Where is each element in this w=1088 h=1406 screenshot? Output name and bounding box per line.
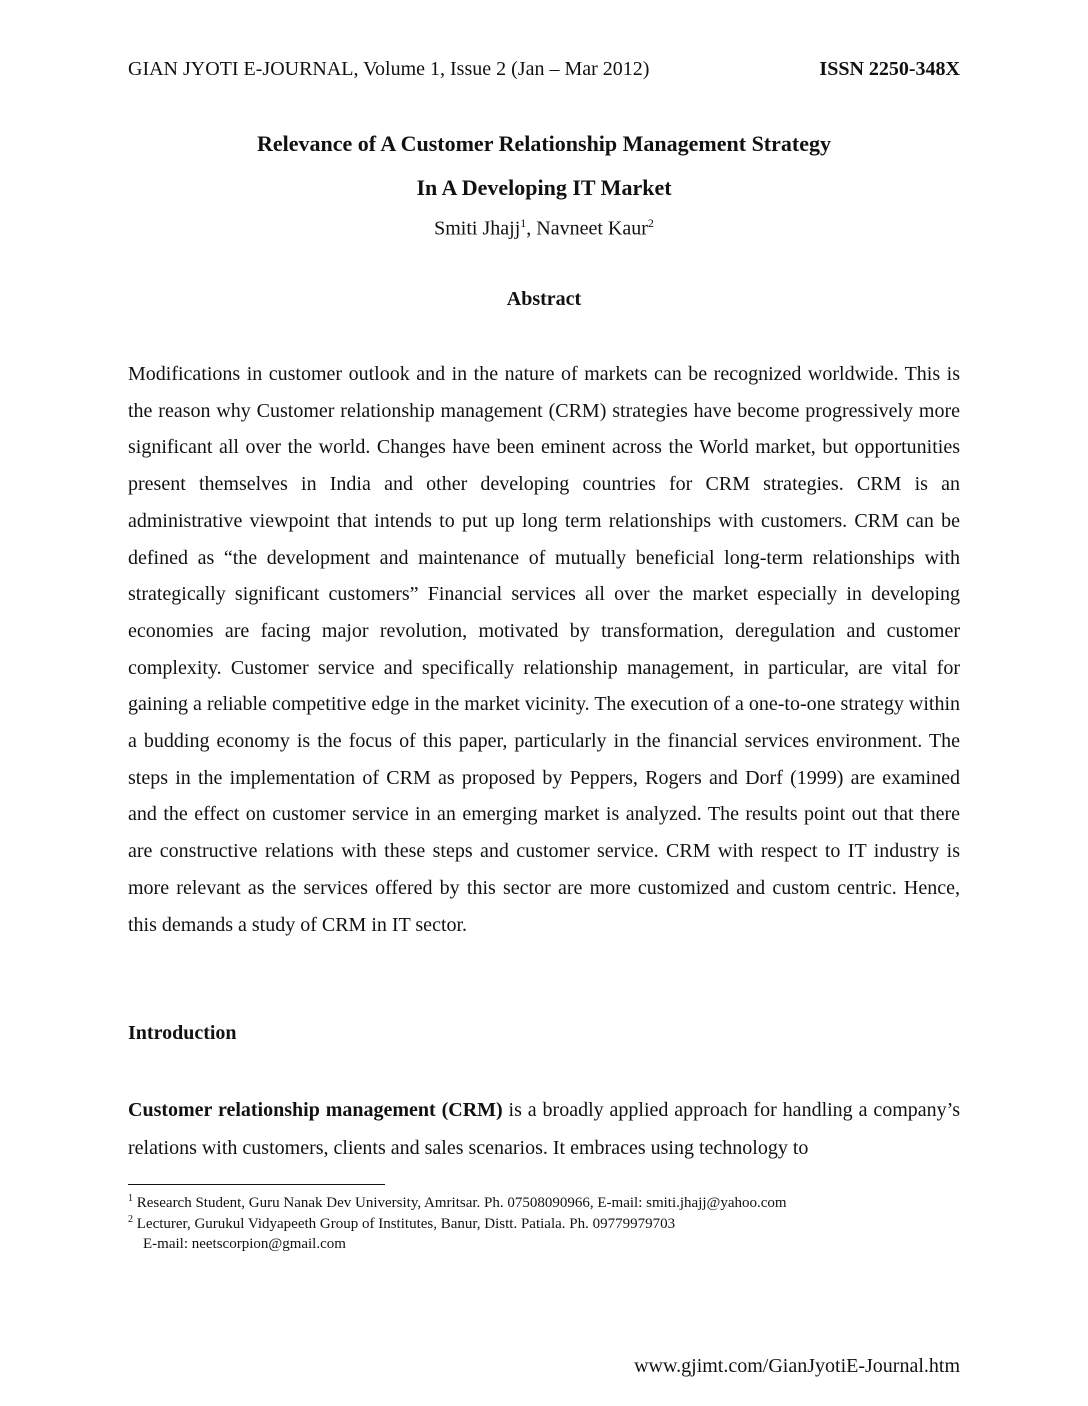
introduction-body	[128, 1091, 960, 1167]
paper-title-line-1: Relevance of A Customer Relationship Management Strategy	[257, 131, 831, 156]
footnote-marker: 1	[128, 1193, 133, 1204]
introduction-lead-term: Customer relationship management (CRM)	[128, 1099, 503, 1121]
footnote-2-email: E-mail: neetscorpion@gmail.com	[143, 1236, 346, 1252]
footnote-2	[128, 1214, 675, 1233]
issn-label: ISSN 2250-348X	[819, 58, 960, 80]
abstract-heading: Abstract	[506, 288, 582, 310]
footnote-marker: 1	[520, 216, 527, 230]
paper-title-line-2: In A Developing IT Market	[416, 175, 672, 200]
author-line	[0, 216, 1088, 241]
footnote-divider	[128, 1184, 385, 1185]
footnote-1	[128, 1193, 787, 1212]
journal-header: GIAN JYOTI E-JOURNAL, Volume 1, Issue 2 (Jan – Mar 2012)	[128, 58, 650, 80]
footnote-text: Research Student, Guru Nanak Dev University, Amritsar. Ph. 07508090966, E-mail: smiti.jhajj@yahoo.com	[133, 1195, 787, 1211]
footnote-marker: 2	[647, 216, 654, 230]
footnote-text: Lecturer, Gurukul Vidyapeeth Group of Institutes, Banur, Distt. Patiala. Ph. 09779979703	[133, 1216, 676, 1232]
author-separator: ,	[526, 217, 537, 240]
introduction-heading: Introduction	[128, 1022, 237, 1044]
author-name: Navneet Kaur	[536, 217, 648, 240]
introduction-text: is a broadly applied approach for handling a company’s relations with customers, clients and sales scenarios. It embraces using technology to	[128, 1099, 960, 1159]
footer-url: www.gjimt.com/GianJyotiE-Journal.htm	[634, 1355, 960, 1377]
author-name: Smiti Jhajj	[434, 217, 521, 240]
abstract-body: Modifications in customer outlook and in the nature of markets can be recognized worldwide. This is the reason why Customer relationship management (CRM) strategies have become progressively more significant all over the world. Changes have been eminent across the World market, but opportunities present themselves in India and other developing countries for CRM strategies. CRM is an administrative viewpoint that intends to put up long term relationships with customers. CRM can be defined as “the development and maintenance of mutually beneficial long-term relationships with strategically significant customers” Financial services all over the market especially in developing economies are facing major revolution, motivated by transformation, deregulation and customer complexity. Customer service and specifically relationship management, in particular, are vital for gaining a reliable competitive edge in the market vicinity. The execution of a one-to-one strategy within a budding economy is the focus of this paper, particularly in the financial services environment. The steps in the implementation of CRM as proposed by Peppers, Rogers and Dorf (1999) are examined and the effect on customer service in an emerging market is analyzed. The results point out that there are constructive relations with these steps and customer service. CRM with respect to IT industry is more relevant as the services offered by this sector are more customized and custom centric. Hence, this demands a study of CRM in IT sector.	[128, 363, 960, 936]
footnote-marker: 2	[128, 1214, 133, 1225]
